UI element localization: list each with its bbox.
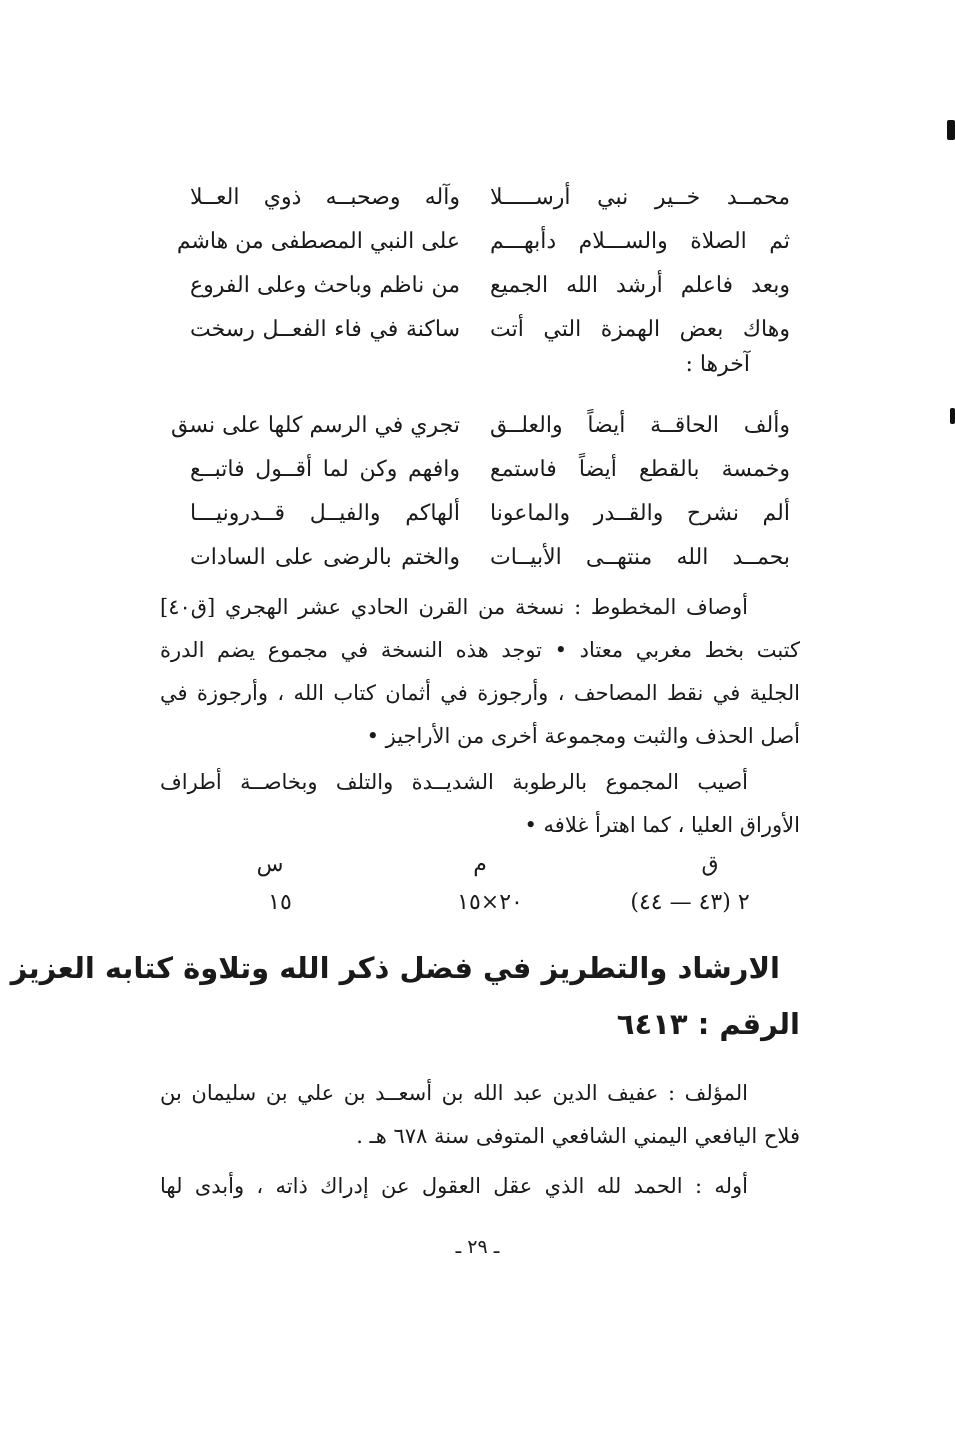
verse-hemistich-first: وبعد فاعلم أرشد الله الجميع	[490, 273, 790, 298]
verse-row	[160, 404, 790, 448]
catalog-value-lines: ١٥	[268, 890, 292, 915]
verse-hemistich-second: من ناظم وباحث وعلى الفروع	[190, 273, 460, 298]
catalog-header-leaves: ق	[701, 852, 719, 877]
verse-row	[160, 176, 790, 220]
paragraph-line: فلاح اليافعي اليمني الشافعي المتوفى سنة ٦٧٨ هـ .	[356, 1124, 800, 1148]
catalog-header-size: م	[473, 852, 487, 877]
verse-hemistich-second: والختم بالرضى على السادات	[190, 545, 460, 570]
work-number: الرقم : ٦٤١٣	[616, 1007, 800, 1041]
verse-hemistich-first: ألم نشرح والقــدر والماعونا	[490, 501, 790, 526]
page-number: ـ ٢٩ ـ	[455, 1236, 500, 1258]
catalog-value-leaves: ٢ (٤٣ — ٤٤)	[630, 890, 750, 915]
verse-row	[160, 448, 790, 492]
verse-hemistich-first: بحمــد الله منتهــى الأبيــات	[490, 545, 790, 570]
paragraph-line: أوله : الحمد لله الذي عقل العقول عن إدراك ذاته ، وأبدى لها	[160, 1174, 748, 1198]
verse-row	[160, 264, 790, 308]
paragraph-line: أوصاف المخطوط : نسخة من القرن الحادي عشر الهجري [ق٤٠]	[160, 595, 748, 619]
edge-mark-top	[947, 120, 955, 140]
paragraph-line: الأوراق العليا ، كما اهترأ غلافه •	[524, 813, 800, 837]
author-info	[160, 1072, 800, 1158]
verse-row	[160, 536, 790, 580]
poem-ending-verses	[160, 404, 790, 580]
verse-hemistich-second: وآله وصحبــه ذوي العــلا	[190, 185, 460, 210]
opening-text	[160, 1165, 800, 1208]
verse-hemistich-second: ساكنة في فاء الفعــل رسخت	[190, 317, 460, 342]
verse-row	[160, 308, 790, 352]
verse-hemistich-first: وخمسة بالقطع أيضاً فاستمع	[490, 457, 790, 482]
edge-mark-middle	[950, 408, 955, 424]
verse-hemistich-second: ألهاكم والفيــل قــدرونيـــا	[190, 501, 460, 526]
verse-hemistich-second: وافهم وكن لما أقــول فاتبــع	[190, 457, 460, 482]
manuscript-condition	[160, 761, 800, 847]
ending-label: آخرها :	[685, 352, 750, 377]
paragraph-line: المؤلف : عفيف الدين عبد الله بن أسعــد بن علي بن سليمان بن	[160, 1081, 748, 1105]
paragraph-line: كتبت بخط مغربي معتاد • توجد هذه النسخة في مجموع يضم الدرة	[160, 638, 800, 662]
catalog-header-lines: س	[256, 852, 284, 877]
verse-row	[160, 220, 790, 264]
paragraph-line: أصل الحذف والثبت ومجموعة أخرى من الأراجيز •	[366, 724, 800, 748]
verse-hemistich-first: محمــد خــير نبي أرســـــلا	[490, 185, 790, 210]
paragraph-line: أصيب المجموع بالرطوبة الشديــدة والتلف وبخاصــة أطراف	[160, 770, 748, 794]
verse-hemistich-first: وهاك بعض الهمزة التي أتت	[490, 317, 790, 342]
verse-hemistich-first: ثم الصلاة والســـلام دأبهـــم	[490, 229, 790, 254]
paragraph-line: الجلية في نقط المصاحف ، وأرجوزة في أثمان كتاب الله ، وأرجوزة في	[160, 681, 800, 705]
catalog-details	[230, 852, 770, 932]
verse-hemistich-first: وألف الحاقــة أيضاً والعلــق	[490, 413, 790, 438]
verse-row	[160, 492, 790, 536]
poem-opening-verses	[160, 176, 790, 352]
catalog-value-size: ٢٠×١٥	[457, 890, 523, 915]
work-title: الارشاد والتطريز في فضل ذكر الله وتلاوة كتابه العزيز	[10, 951, 780, 985]
manuscript-description	[160, 586, 800, 758]
verse-hemistich-second: على النبي المصطفى من هاشم	[176, 229, 460, 254]
verse-hemistich-second: تجري في الرسم كلها على نسق	[171, 413, 460, 438]
